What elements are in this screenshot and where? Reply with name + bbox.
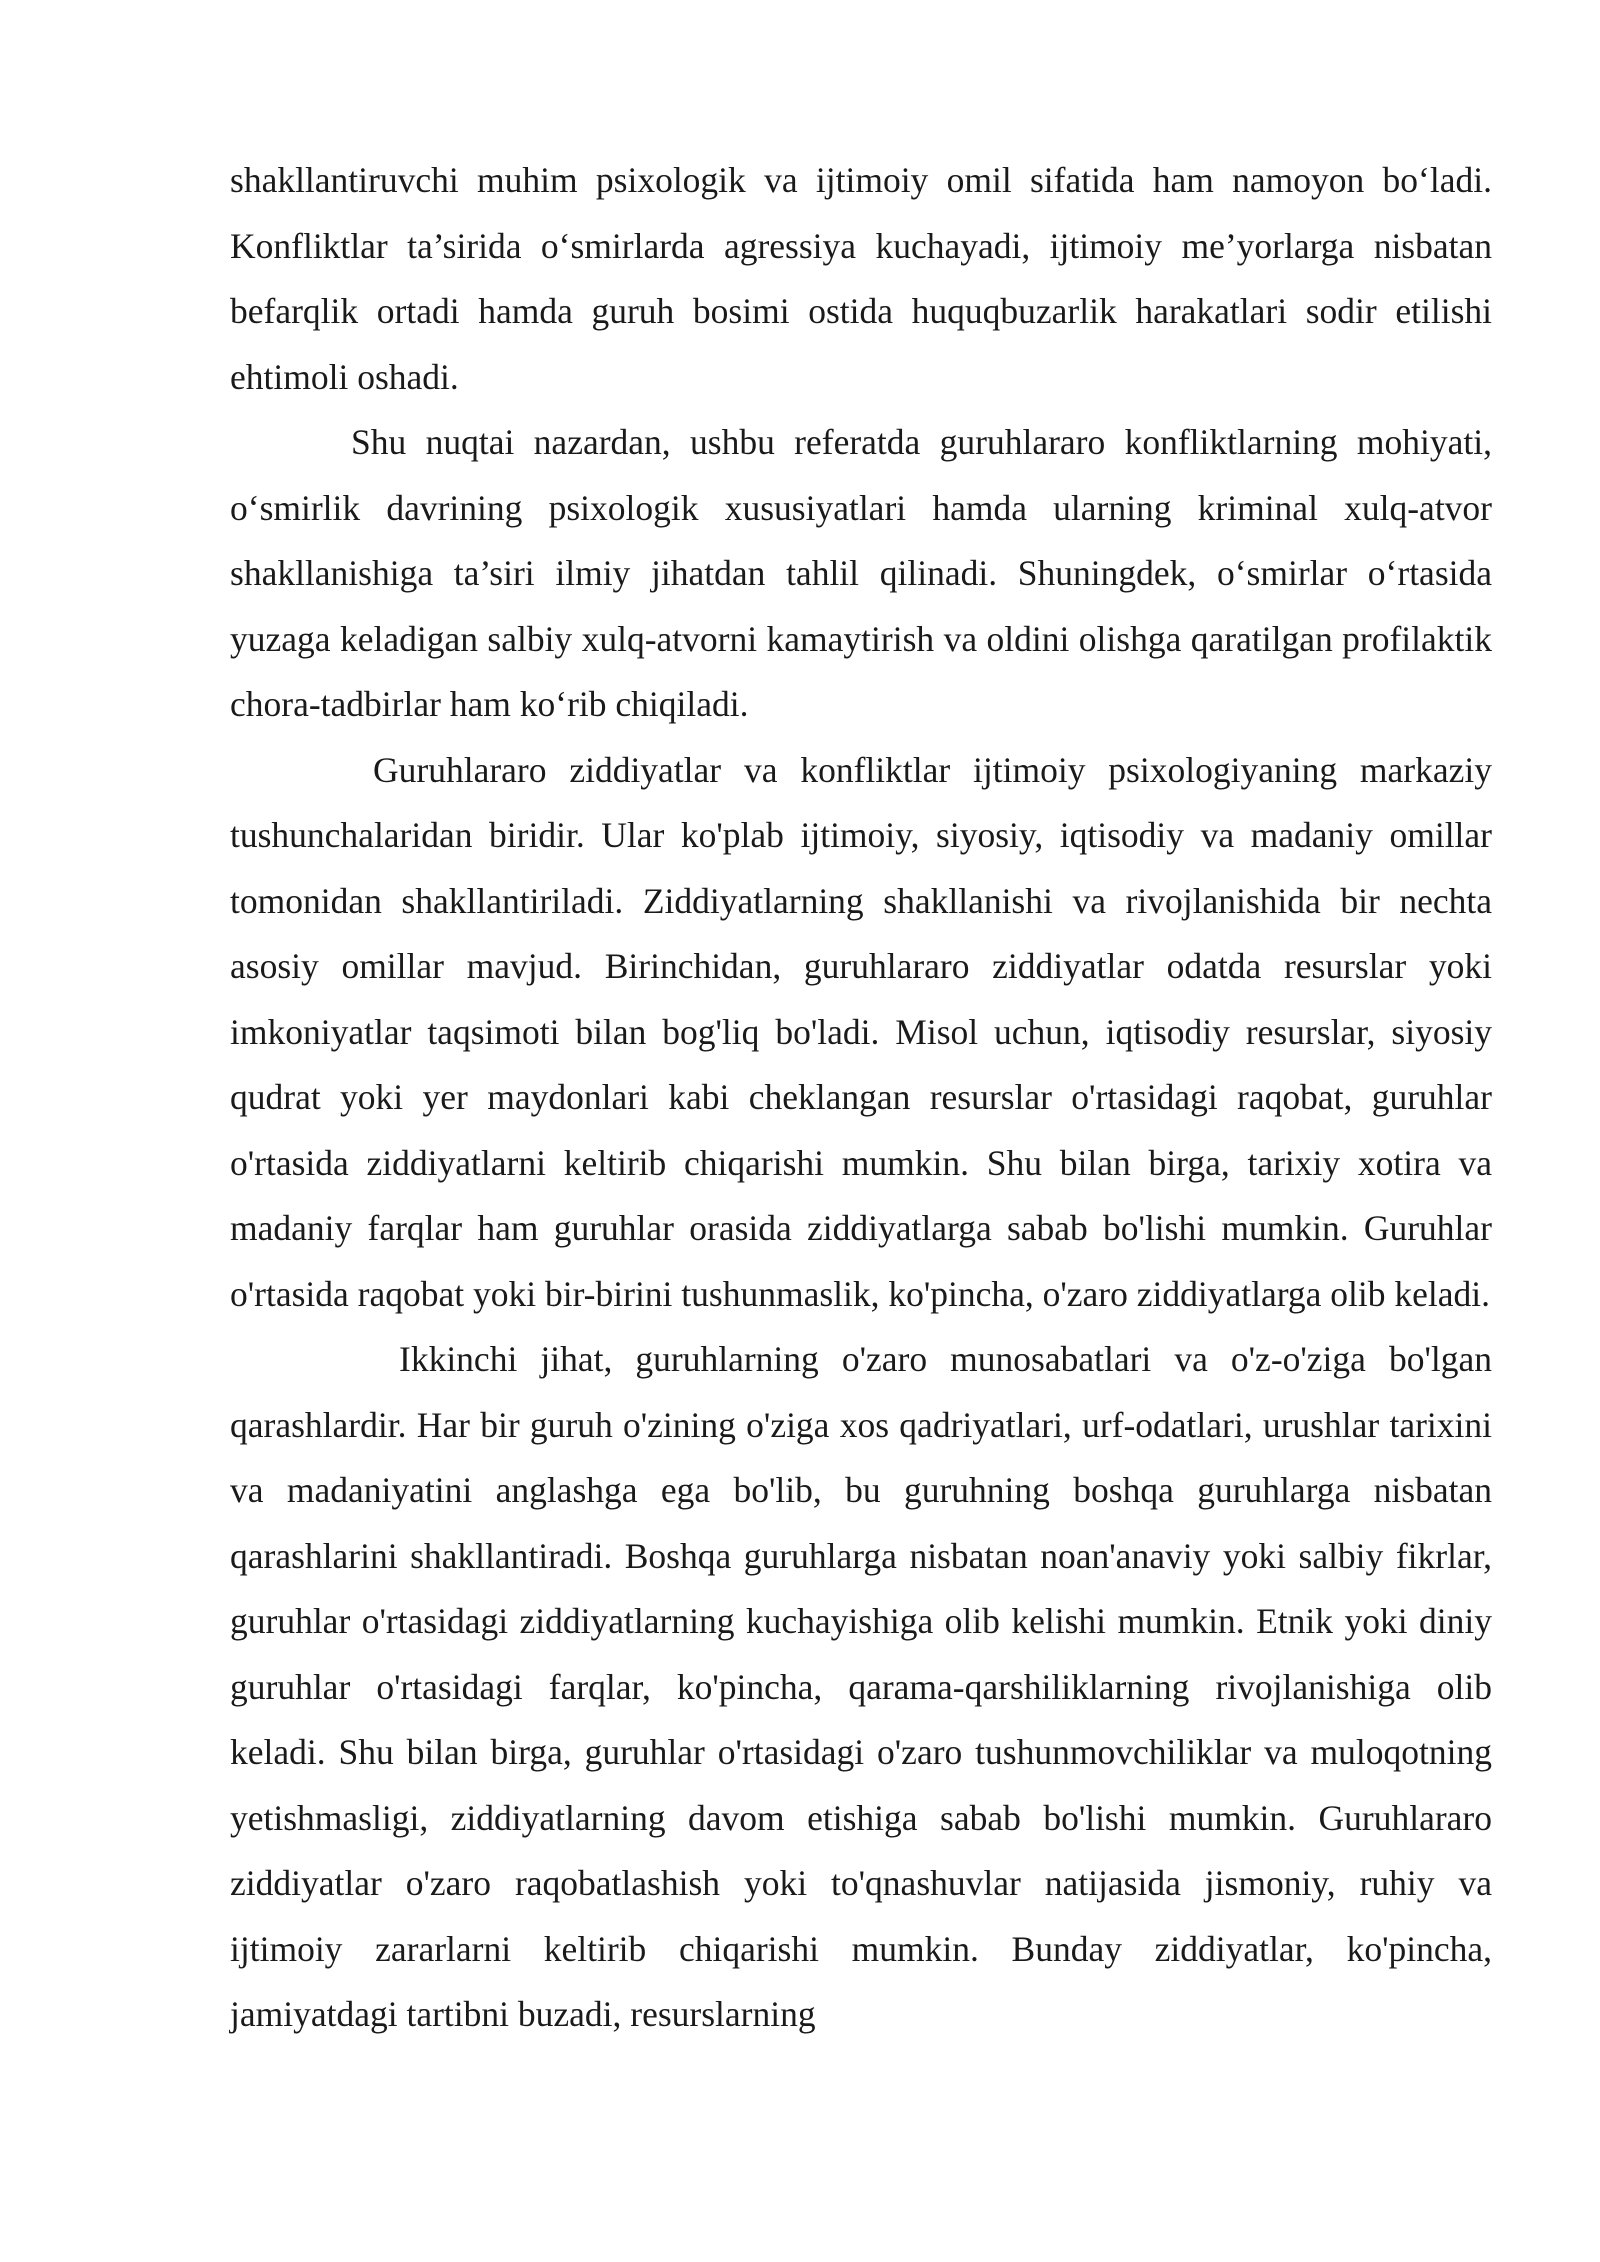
paragraph-intergroup-conflicts: Guruhlararo ziddiyatlar va konfliktlar ijtimoiy psixologiyaning markaziy tushunchalaridan biridir. Ular ko'plab ijtimoiy, siyosiy, iqtisodiy va madaniy omillar tomonidan shakllantiriladi. Ziddiyatlarning shakllanishi va rivojlanishida bir nechta asosiy omillar mavjud. Birinchidan, guruhlararo ziddiyatlar odatda resurslar yoki imkoniyatlar taqsimoti bilan bog'liq bo'ladi. Misol uchun, iqtisodiy resurslar, siyosiy qudrat yoki yer maydonlari kabi cheklangan resurslar o'rtasidagi raqobat, guruhlar o'rtasida ziddiyatlarni keltirib chiqarishi mumkin. Shu bilan birga, tarixiy xotira va madaniy farqlar ham guruhlar orasida ziddiyatlarga sabab bo'lishi mumkin. Guruhlar o'rtasida raqobat yoki bir-birini tushunmaslik, ko'pincha, o'zaro ziddiyatlarga olib keladi.	[230, 749, 1492, 1314]
paragraph-referat-scope: Shu nuqtai nazardan, ushbu referatda guruhlararo konfliktlarning mohiyati, o‘smirlik davrining psixologik xususiyatlari hamda ularning kriminal xulq-atvor shakllanishiga ta’siri ilmiy jihatdan tahlil qilinadi. Shuningdek, o‘smirlar o‘rtasida yuzaga keladigan salbiy xulq-atvorni kamaytirish va oldini olishga qaratilgan profilaktik chora-tadbirlar ham ko‘rib chiqiladi.	[230, 422, 1492, 724]
body-text	[230, 148, 1492, 2048]
paragraph-group-relations: Ikkinchi jihat, guruhlarning o'zaro munosabatlari va o'z-o'ziga bo'lgan qarashlardir. Har bir guruh o'zining o'ziga xos qadriyatlari, urf-odatlari, urushlar tarixini va madaniyatini anglashga ega bo'lib, bu guruhning boshqa guruhlarga nisbatan qarashlarini shakllantiradi. Boshqa guruhlarga nisbatan noan'anaviy yoki salbiy fikrlar, guruhlar o'rtasidagi ziddiyatlarning kuchayishiga olib kelishi mumkin. Etnik yoki diniy guruhlar o'rtasidagi farqlar, ko'pincha, qarama-qarshiliklarning rivojlanishiga olib keladi. Shu bilan birga, guruhlar o'rtasidagi o'zaro tushunmovchiliklar va muloqotning yetishmasligi, ziddiyatlarning davom etishiga sabab bo'lishi mumkin. Guruhlararo ziddiyatlar o'zaro raqobatlashish yoki to'qnashuvlar natijasida jismoniy, ruhiy va ijtimoiy zararlarni keltirib chiqarishi mumkin. Bunday ziddiyatlar, ko'pincha, jamiyatdagi tartibni buzadi, resurslarning	[230, 1339, 1492, 2034]
paragraph-continued: shakllantiruvchi muhim psixologik va ijtimoiy omil sifatida ham namoyon bo‘ladi. Konfliktlar ta’sirida o‘smirlarda agressiya kuchayadi, ijtimoiy me’yorlarga nisbatan befarqlik ortadi hamda guruh bosimi ostida huquqbuzarlik harakatlari sodir etilishi ehtimoli oshadi.	[230, 160, 1492, 397]
